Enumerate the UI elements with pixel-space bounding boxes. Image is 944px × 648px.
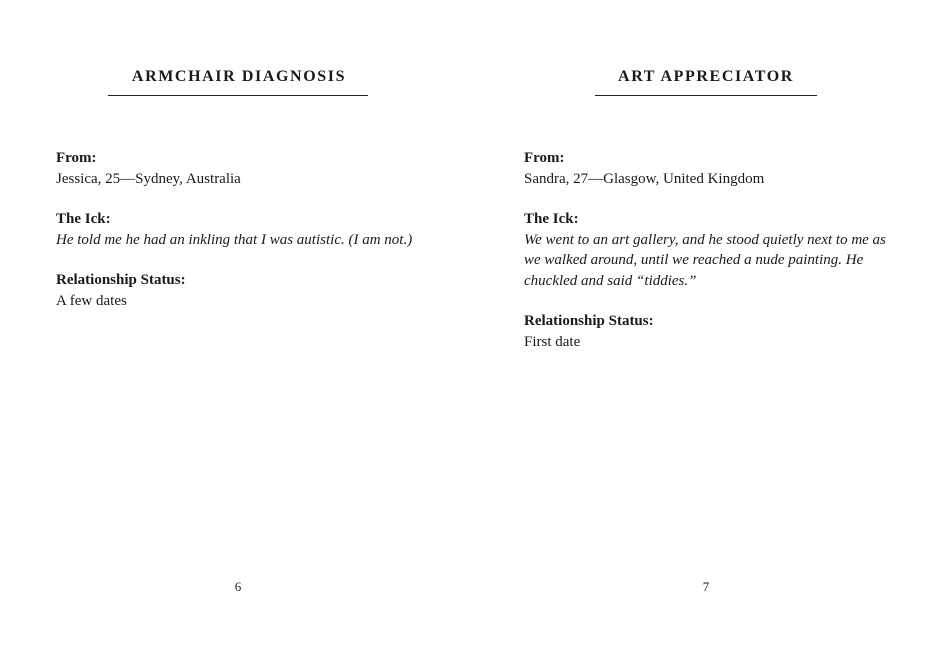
page-title: ART APPRECIATOR — [618, 68, 794, 85]
from-value: Jessica, 25—Sydney, Australia — [56, 170, 241, 187]
title-rule — [595, 95, 817, 96]
status-section — [524, 311, 889, 352]
from-section — [56, 148, 436, 189]
ick-label: The Ick: — [524, 211, 579, 227]
status-value: First date — [524, 333, 581, 350]
right-page — [472, 0, 944, 648]
ick-label: The Ick: — [56, 211, 111, 227]
from-value: Sandra, 27—Glasgow, United Kingdom — [524, 170, 765, 187]
ick-value: He told me he had an inkling that I was autistic. (I am not.) — [56, 231, 413, 248]
ick-section — [524, 209, 889, 291]
page-title: ARMCHAIR DIAGNOSIS — [131, 68, 347, 85]
ick-value: We went to an art gallery, and he stood quietly next to me as we walked around, until we reached a nude painting. He chuckled and said “tiddies.” — [524, 231, 886, 289]
entry-content — [524, 148, 889, 372]
page-number: 7 — [702, 579, 710, 594]
page-number: 6 — [234, 579, 242, 594]
status-section — [56, 270, 436, 311]
status-value: A few dates — [56, 292, 127, 309]
entry-content — [56, 148, 436, 331]
status-label: Relationship Status: — [56, 272, 186, 288]
status-label: Relationship Status: — [524, 313, 654, 329]
from-label: From: — [56, 150, 97, 166]
from-section — [524, 148, 889, 189]
ick-section — [56, 209, 436, 250]
from-label: From: — [524, 150, 565, 166]
title-rule — [108, 95, 368, 96]
